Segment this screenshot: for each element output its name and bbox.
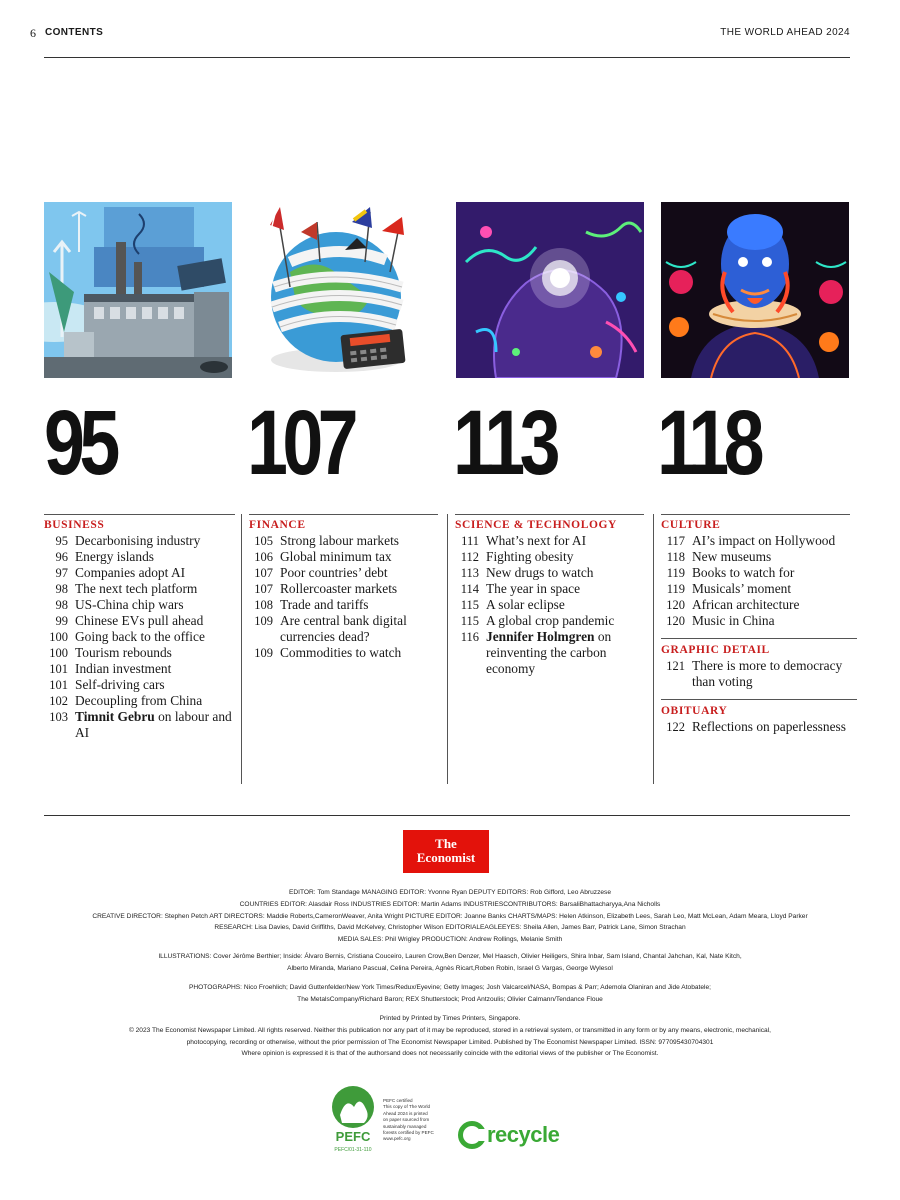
entry-page-number: 111 bbox=[461, 534, 479, 548]
contents-entry[interactable] bbox=[455, 533, 651, 549]
pefc-code: PEFC/01-31-110 bbox=[334, 1147, 372, 1153]
contents-entry[interactable] bbox=[44, 677, 240, 693]
entry-page-number: 115 bbox=[460, 598, 479, 612]
contents-column bbox=[661, 518, 857, 735]
entry-page-number: 97 bbox=[55, 566, 68, 580]
contents-column bbox=[249, 518, 445, 661]
entry-page-number: 99 bbox=[55, 614, 68, 628]
entry-title: There is more to democracy than voting bbox=[692, 658, 843, 689]
entry-title: The year in space bbox=[486, 581, 581, 596]
column-rule bbox=[661, 514, 850, 515]
contents-entry[interactable] bbox=[455, 629, 651, 677]
photograph-credits bbox=[40, 982, 860, 1006]
credit-line: EDITOR: Tom Standage MANAGING EDITOR: Yvonne Ryan DEPUTY EDITORS: Rob Gifford, Leo Abruzzese bbox=[288, 889, 611, 896]
credit-line: © 2023 The Economist Newspaper Limited. All rights reserved. Neither this publication nor any part of it may be reproduced, stored in a retrieval system, or transmitted in any form or by any means, electronic, mechanical, bbox=[128, 1026, 772, 1034]
entry-page-number: 117 bbox=[666, 534, 685, 548]
section-heading: SCIENCE & TECHNOLOGY bbox=[455, 519, 617, 531]
credit-line: PHOTOGRAPHS: Nico Froehlich; David Guttenfelder/New York Times/Redux/Eyevine; Getty Images; Josh Valcarcel/NASA, Bompas & Parr; Ademola Olaniran and Jide Atobatele; bbox=[189, 984, 711, 991]
pefc-note-line: This copy of The World bbox=[383, 1104, 431, 1110]
entry-title: Trade and tariffs bbox=[280, 597, 369, 612]
entry-title bbox=[75, 709, 240, 741]
pefc-note-line: PEFC certified bbox=[383, 1098, 413, 1103]
contents-entry[interactable] bbox=[661, 533, 857, 549]
contents-entry[interactable] bbox=[44, 709, 240, 741]
entry-title: Strong labour markets bbox=[280, 533, 400, 548]
recycle-icon bbox=[458, 1121, 486, 1149]
column-divider bbox=[241, 514, 242, 784]
contents-entry[interactable] bbox=[249, 597, 445, 613]
industrial-factory-illustration bbox=[44, 202, 232, 378]
entry-title: The next tech platform bbox=[75, 581, 198, 596]
entry-title: Companies adopt AI bbox=[75, 565, 186, 580]
column-divider bbox=[653, 514, 654, 784]
publication-title: THE WORLD AHEAD 2024 bbox=[720, 27, 850, 38]
entry-page-number: 113 bbox=[460, 566, 479, 580]
entry-title: Decoupling from China bbox=[75, 693, 203, 708]
column-divider bbox=[447, 514, 448, 784]
contents-entry[interactable] bbox=[661, 549, 857, 565]
column-rule bbox=[249, 514, 438, 515]
contents-entry[interactable] bbox=[661, 613, 857, 629]
entry-page-number: 101 bbox=[49, 678, 68, 692]
contents-entry[interactable] bbox=[455, 581, 651, 597]
masthead-credits bbox=[40, 887, 860, 946]
contents-entry[interactable] bbox=[249, 549, 445, 565]
entry-title: Books to watch for bbox=[692, 565, 795, 580]
contents-entry[interactable] bbox=[661, 597, 857, 613]
credit-line: COUNTRIES EDITOR: Alasdair Ross INDUSTRIES EDITOR: Martin Adams INDUSTRIESCONTRIBUTORS: BarsaliBhattacharyya,Ana Nicholls bbox=[239, 900, 661, 908]
logo-line: Economist bbox=[416, 850, 476, 865]
entry-title: Indian investment bbox=[75, 661, 172, 676]
contents-entry[interactable] bbox=[249, 533, 445, 549]
contents-column bbox=[44, 518, 240, 741]
credit-line: CREATIVE DIRECTOR: Stephen Petch ART DIRECTORS: Maddie Roberts,CameronWeaver, Anita Wright PICTURE EDITOR: Joanne Banks CHARTS/MAPS: Helen Atkinson, Elizabeth Lees, Sarah Leo, Matt McLean, Adam Meara, Lloyd Parker bbox=[92, 912, 808, 920]
entry-title: Decarbonising industry bbox=[75, 533, 201, 548]
entry-page-number: 120 bbox=[666, 614, 685, 628]
feature-page-number: 118 bbox=[657, 392, 759, 494]
entry-page-number: 114 bbox=[460, 582, 479, 596]
contents-entry[interactable] bbox=[661, 658, 857, 690]
contents-entry[interactable] bbox=[249, 645, 445, 661]
entry-title: What’s next for AI bbox=[486, 533, 587, 548]
recycle-label: recycle bbox=[487, 1122, 560, 1147]
entry-page-number: 118 bbox=[666, 550, 685, 564]
contents-entry[interactable] bbox=[661, 581, 857, 597]
neon-shakespeare-illustration bbox=[661, 202, 849, 378]
credit-line: ILLUSTRATIONS: Cover Jérôme Berthier; Inside: Álvaro Bernis, Cristiana Couceiro, Lauren Crow,Ben Denzer, Mel Haasch, Olivier Heiligers, Shira Inbar, Sam Island, Chantal Jahchan, Kal, Nate Kitch, bbox=[158, 953, 742, 960]
entry-page-number: 95 bbox=[55, 534, 68, 548]
logo-line: The bbox=[435, 836, 457, 851]
entry-title: Global minimum tax bbox=[280, 549, 392, 564]
contents-entry[interactable] bbox=[455, 597, 651, 613]
entry-title: Tourism rebounds bbox=[75, 645, 172, 660]
section-heading: CULTURE bbox=[661, 519, 721, 531]
entry-page-number: 100 bbox=[49, 630, 68, 644]
entry-title: Self-driving cars bbox=[75, 677, 165, 692]
page-number: 6 bbox=[30, 26, 37, 40]
credit-line: Where opinion is expressed it is that of the authorsand does not necessarily coincide with the editorial views of the publisher or The Economist. bbox=[241, 1050, 659, 1058]
entry-title: US-China chip wars bbox=[75, 597, 184, 612]
entry-title: AI’s impact on Hollywood bbox=[692, 533, 836, 548]
section-heading: FINANCE bbox=[249, 519, 306, 531]
pefc-label: PEFC bbox=[335, 1129, 371, 1144]
contents-entry[interactable] bbox=[44, 597, 240, 613]
pefc-note-line: forests certified by PEFC bbox=[383, 1130, 434, 1136]
bottom-rule bbox=[44, 815, 850, 816]
contents-entry[interactable] bbox=[661, 719, 857, 735]
contents-entry[interactable] bbox=[455, 565, 651, 581]
entry-title: A global crop pandemic bbox=[486, 613, 615, 628]
column-rule bbox=[455, 514, 644, 515]
entry-title-text: on reinventing the carbon economy bbox=[486, 629, 612, 676]
entry-page-number: 107 bbox=[254, 582, 273, 596]
credit-line: Printed by Printed by Times Printers, Singapore. bbox=[379, 1015, 521, 1022]
entry-title: Poor countries’ debt bbox=[280, 565, 388, 580]
entry-page-number: 120 bbox=[666, 598, 685, 612]
contents-entry[interactable] bbox=[44, 565, 240, 581]
contents-entry[interactable] bbox=[44, 693, 240, 709]
contents-entry[interactable] bbox=[249, 565, 445, 581]
illustration-credits bbox=[40, 951, 860, 975]
entry-title: Energy islands bbox=[75, 549, 154, 564]
entry-page-number: 112 bbox=[460, 550, 479, 564]
glowing-head-illustration bbox=[456, 202, 644, 378]
entry-page-number: 109 bbox=[254, 614, 273, 628]
entry-page-number: 115 bbox=[460, 614, 479, 628]
entry-title: Fighting obesity bbox=[486, 549, 574, 564]
contents-entry[interactable] bbox=[44, 613, 240, 629]
credit-line: photocopying, recording or otherwise, without the prior permission of The Economist Newspaper Limited. Published by The Economist Newspaper Limited. ISSN: 977095430704301 bbox=[186, 1038, 714, 1046]
entry-title: Musicals’ moment bbox=[692, 581, 792, 596]
contents-entry[interactable] bbox=[249, 613, 445, 645]
contents-entry[interactable] bbox=[249, 581, 445, 597]
entry-page-number: 108 bbox=[254, 598, 273, 612]
contents-entry[interactable] bbox=[44, 645, 240, 661]
entry-page-number: 103 bbox=[49, 710, 68, 724]
entry-page-number: 121 bbox=[666, 659, 685, 673]
entry-title-text: on labour and AI bbox=[75, 709, 232, 740]
section-heading: GRAPHIC DETAIL bbox=[661, 644, 770, 656]
section-rule bbox=[661, 699, 857, 700]
entry-page-number: 100 bbox=[49, 646, 68, 660]
entry-title: Are central bank digital currencies dead? bbox=[280, 613, 407, 644]
section-rule bbox=[661, 638, 857, 639]
contents-entry[interactable] bbox=[661, 565, 857, 581]
entry-page-number: 119 bbox=[666, 566, 685, 580]
entry-title: A solar eclipse bbox=[486, 597, 565, 612]
credit-line: The MetalsCompany/Richard Baron; REX Shutterstock; Prod Antzoulis; Olivier Calmann/Tendance Floue bbox=[297, 995, 603, 1003]
entry-page-number: 102 bbox=[49, 694, 68, 708]
feature-page-number: 107 bbox=[247, 392, 353, 494]
entry-title bbox=[486, 629, 651, 677]
economist-logo bbox=[403, 830, 489, 873]
top-rule bbox=[44, 57, 850, 58]
entry-page-number: 122 bbox=[666, 720, 685, 734]
contents-entry[interactable] bbox=[44, 661, 240, 677]
entry-title: Reflections on paperlessness bbox=[692, 719, 846, 734]
column-rule bbox=[44, 514, 235, 515]
section-heading: OBITUARY bbox=[661, 705, 728, 717]
section-label: CONTENTS bbox=[45, 27, 104, 38]
running-head bbox=[30, 26, 850, 42]
feature-page-number: 95 bbox=[44, 392, 115, 494]
entry-page-number: 98 bbox=[55, 582, 68, 596]
globe-bandaged-with-flags-illustration bbox=[250, 202, 438, 378]
contents-entry[interactable] bbox=[455, 613, 651, 629]
entry-title: Going back to the office bbox=[75, 629, 205, 644]
entry-page-number: 116 bbox=[460, 630, 479, 644]
entry-title: New drugs to watch bbox=[486, 565, 594, 580]
contents-entry[interactable] bbox=[44, 629, 240, 645]
entry-title: Commodities to watch bbox=[280, 645, 402, 660]
entry-page-number: 107 bbox=[254, 566, 273, 580]
contents-entry[interactable] bbox=[44, 533, 240, 549]
entry-title: African architecture bbox=[692, 597, 800, 612]
entry-page-number: 96 bbox=[55, 550, 68, 564]
entry-page-number: 105 bbox=[254, 534, 273, 548]
entry-page-number: 119 bbox=[666, 582, 685, 596]
entry-title: Music in China bbox=[692, 613, 775, 628]
legal-notice bbox=[40, 1013, 860, 1060]
entry-page-number: 101 bbox=[49, 662, 68, 676]
entry-page-number: 98 bbox=[55, 598, 68, 612]
pefc-note-line: sustainably managed bbox=[383, 1123, 427, 1129]
feature-page-number: 113 bbox=[453, 392, 555, 494]
entry-title: New museums bbox=[692, 549, 772, 564]
entry-title: Rollercoaster markets bbox=[280, 581, 398, 596]
contents-entry[interactable] bbox=[455, 549, 651, 565]
pefc-note-line: Ahead 2024 is printed bbox=[383, 1110, 428, 1116]
credit-line: Alberto Miranda, Mariano Pascual, Celina Pereira, Agnès Ricart,Roben Robin, Israel G Vargas, George Wylesol bbox=[287, 964, 613, 972]
pefc-note-line: www.pefc.org bbox=[383, 1136, 411, 1142]
pefc-note-line: on paper sourced from bbox=[383, 1117, 430, 1123]
entry-person-name: Jennifer Holmgren bbox=[486, 629, 595, 644]
contents-column bbox=[455, 518, 651, 677]
entry-person-name: Timnit Gebru bbox=[75, 709, 155, 724]
entry-page-number: 109 bbox=[254, 646, 273, 660]
entry-title: Chinese EVs pull ahead bbox=[75, 613, 204, 628]
recycle-logo bbox=[458, 1120, 559, 1150]
section-heading: BUSINESS bbox=[44, 519, 105, 531]
entry-page-number: 106 bbox=[254, 550, 273, 564]
contents-entry[interactable] bbox=[44, 581, 240, 597]
credit-line: MEDIA SALES: Phil Wrigley PRODUCTION: Andrew Rollings, Melanie Smith bbox=[337, 936, 563, 944]
pefc-logo bbox=[328, 1085, 378, 1155]
contents-entry[interactable] bbox=[44, 549, 240, 565]
pefc-note bbox=[383, 1098, 443, 1143]
credit-line: RESEARCH: Lisa Davies, David Griffiths, David McKelvey, Christopher Wilson EDITORIALEAGLEEYES: Sheila Allen, James Barr, Patrick Lane, Simon Strachan bbox=[214, 924, 686, 932]
